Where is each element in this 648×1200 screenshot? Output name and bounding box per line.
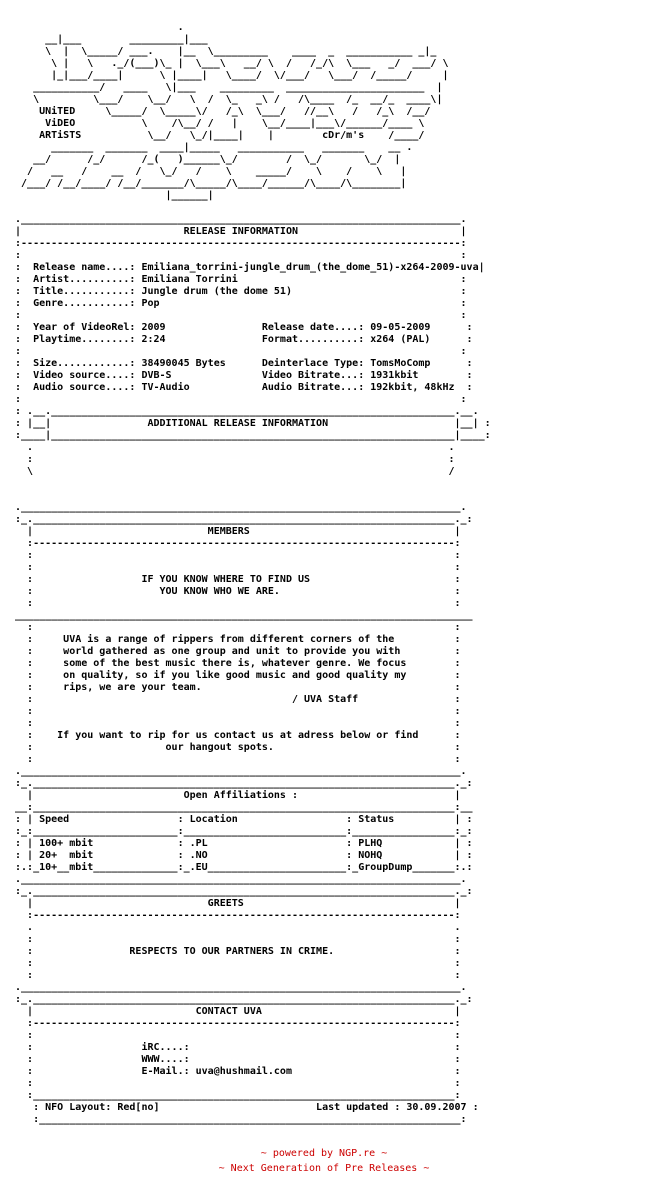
footer: [0, 1146, 648, 1176]
footer-tagline: ~ Next Generation of Pre Releases ~: [218, 1163, 430, 1174]
footer-powered-by: ~ powered by NGP.re ~: [260, 1148, 388, 1159]
nfo-text: . __|___ _________|___ \ | \_____/ ___. |__ \_________ ____ _ ___________ _|_ \ | \ ._/(___)\_ | \___\ __/ \ / /_/\ \___ _/ ___/ \ |_|___/____| \ |____| \____/ \/___/ \___/ /_____/ | ___________/ ____ \|___ _________ _______________________ | \ \___/ \__/ \ / \_ _\ / /\____ /_ __/_ ____\| UNiTED \_____/ \_____\/ /_\ \___/ //__\ / /_\ /__/ ViDEO \ /\__/ / | \__/____|___\/______/____ \ ARTiSTS \__/ \_/|____| | cDr/m's /____/ _______ _______ ____|_____ ___________ _______ __ . __/ /_/ /_( )______\_/ / \_/ \_/ | / __ / __ / \_/ / \ _____/ \ / \ | /___/ /__/____/ /__/_______/\_____/\____/______/\____/\________| |______| ._________________________________________________________________________. | RELEASE INFORMATION | :-------------------------------------------------------------------------: : : : Release name....: Emiliana_torrini-jungle_drum_(the_dome_51)-x264-2009-uva| : Artist..........: Emiliana Torrini : : Title...........: Jungle drum (the dome 51) : : Genre...........: Pop : : : : Year of VideoRel: 2009 Release date....: 09-05-2009 : : Playtime........: 2:24 Format..........: x264 (PAL) : : : : Size............: 38490045 Bytes Deinterlace Type: TomsMoComp : : Video source....: DVB-S Video Bitrate...: 1931kbit : : Audio source....: TV-Audio Audio Bitrate...: 192kbit, 48kHz : : : : .__.___________________________________________________________________.__. : |__| ADDITIONAL RELEASE INFORMATION |__| : :____|___________________________________________________________________|____: . . : : \ / ._________________________________________________________________________. :_.______________________________________________________________________._: | MEMBERS | :----------------------------------------------------------------------: : : : : : IF YOU KNOW WHERE TO FIND US : : YOU KNOW WHO WE ARE. : : : ____________________________________________________________________________ : : : UVA is a range of rippers from different corners of the : : world gathered as one group and unit to provide you with : : some of the best music there is, whatever genre. We focus : : on quality, so if you like good music and good quality my : : rips, we are your team. : : / UVA Staff : : : : : : If you want to rip for us contact us at adress below or find : : our hangout spots. : : : ._________________________________________________________________________. :_.______________________________________________________________________._: | Open Affiliations : | __:______________________________________________________________________:__ : | Speed : Location : Status | : :_:________________________:___________________________:_________________:_: : | 100+ mbit : .PL : PLHQ | : : | 20+ mbit : .NO : NOHQ | : :.:_10+__mbit______________:_.EU_______________________:_GroupDump_______:.: ._________________________________________________________________________. :_.______________________________________________________________________._: | GREETS | :----------------------------------------------------------------------: . . : : : RESPECTS TO OUR PARTNERS IN CRIME. : : : : : ._________________________________________________________________________. :_.______________________________________________________________________._: | CONTACT UVA | :----------------------------------------------------------------------: : : : iRC....: : : WWW....: : : E-Mail.: uva@hushmail.com : : : :______________________________________________________________________: : NFO Layout: Red[no] Last updated : 30.09.2007 : :______________________________________________________________________:: [15, 22, 491, 1125]
